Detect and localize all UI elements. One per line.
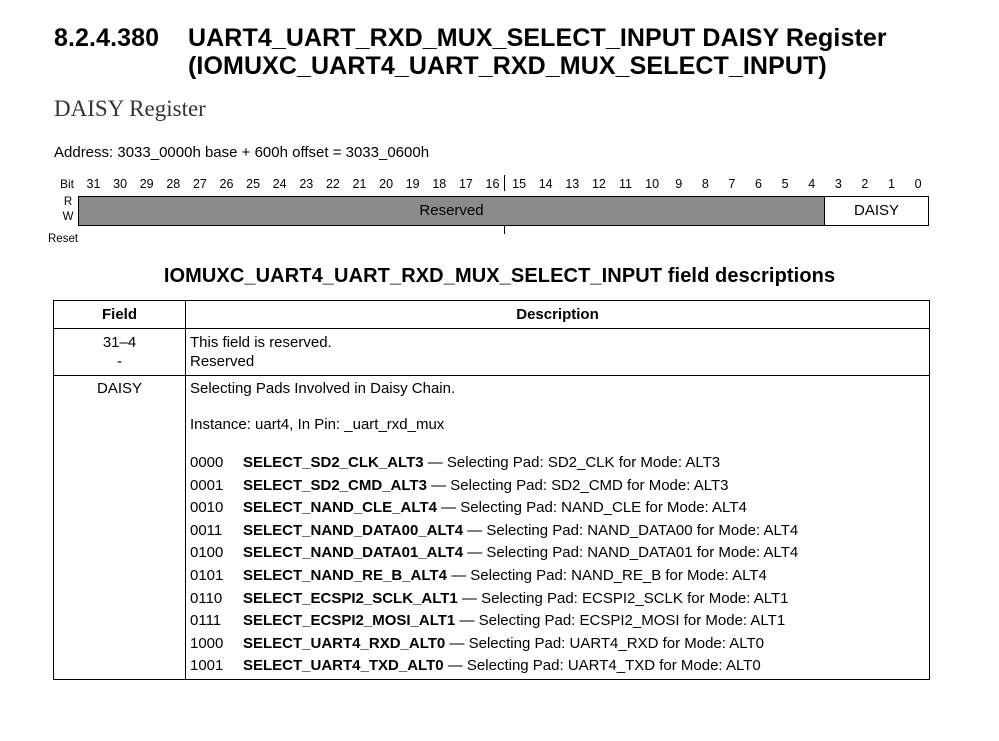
daisy-option	[190, 497, 798, 520]
subtitle: DAISY Register	[54, 96, 206, 121]
bit-number: 25	[246, 177, 261, 191]
bit-number: 18	[432, 177, 447, 191]
bit-number: 16	[485, 177, 500, 191]
bit-number: 12	[591, 177, 606, 191]
option-name: SELECT_SD2_CMD_ALT3	[243, 476, 427, 494]
option-description: — Selecting Pad: SD2_CMD for Mode: ALT3	[426, 476, 729, 494]
option-name: SELECT_NAND_DATA01_ALT4	[243, 544, 464, 562]
bit-number: 21	[352, 177, 367, 191]
rw-labels	[58, 195, 78, 225]
bit-number: 9	[675, 177, 683, 191]
bit-number: 1	[888, 177, 895, 191]
bit-number: 2	[861, 177, 869, 191]
bit-number: 3	[834, 177, 842, 191]
bit-number: 15	[512, 177, 527, 191]
bit-number: 26	[219, 177, 234, 191]
option-description: — Selecting Pad: UART4_RXD for Mode: ALT0	[445, 634, 765, 652]
option-name: SELECT_UART4_RXD_ALT0	[243, 634, 446, 652]
option-description: — Selecting Pad: SD2_CLK for Mode: ALT3	[423, 454, 721, 471]
option-description: — Selecting Pad: NAND_DATA01 for Mode: ALT4	[463, 544, 799, 562]
bit-number: 14	[538, 177, 553, 191]
row-daisy-field: DAISY	[96, 380, 142, 397]
daisy-option	[190, 633, 798, 656]
register-address: Address: 3033_0000h base + 600h offset = 3033_0600h	[54, 144, 430, 161]
row-divider	[54, 375, 929, 376]
bit-number: 29	[139, 177, 154, 191]
bit-number: 8	[701, 177, 709, 191]
register-diagram	[78, 196, 929, 226]
daisy-option	[190, 565, 798, 588]
bit-number: 17	[458, 177, 473, 191]
daisy-option	[190, 475, 798, 498]
option-code: 0010	[190, 499, 224, 517]
option-code: 0110	[190, 589, 223, 607]
bit-number: 6	[755, 177, 762, 191]
bit-label: Bit	[60, 177, 75, 191]
bit-number: 20	[379, 177, 394, 191]
daisy-option	[190, 452, 798, 475]
daisy-option	[190, 655, 798, 678]
bit-number: 30	[113, 177, 128, 191]
option-description: — Selecting Pad: ECSPI2_MOSI for Mode: ALT1	[455, 612, 786, 630]
bit-number: 4	[808, 177, 816, 191]
daisy-option-list	[190, 452, 798, 678]
header-field: Field	[101, 306, 137, 323]
bit-divider	[504, 175, 505, 191]
option-description: — Selecting Pad: NAND_RE_B for Mode: ALT4	[446, 566, 767, 584]
option-name: SELECT_NAND_DATA00_ALT4	[243, 521, 464, 539]
bit-number: 10	[645, 177, 660, 191]
option-description: — Selecting Pad: NAND_CLE for Mode: ALT4	[436, 499, 747, 517]
bit-number: 27	[192, 177, 207, 191]
bit-number: 31	[86, 177, 101, 191]
option-name: SELECT_ECSPI2_MOSI_ALT1	[243, 612, 456, 630]
bit-number: 22	[325, 177, 340, 191]
bit-number: 28	[166, 177, 181, 191]
bit-number: 23	[299, 177, 314, 191]
bit-number: 0	[914, 177, 922, 191]
table-title: IOMUXC_UART4_UART_RXD_MUX_SELECT_INPUT field descriptions	[163, 265, 836, 287]
option-code: 1001	[190, 657, 224, 675]
description-line: Reserved	[190, 353, 255, 370]
bit-number: 7	[728, 177, 736, 191]
field-name: -	[117, 353, 122, 370]
daisy-field: DAISY	[853, 202, 899, 219]
daisy-option	[190, 542, 798, 565]
field-descriptions-table	[53, 300, 930, 680]
option-code: 0011	[190, 521, 223, 539]
option-code: 0000	[190, 454, 224, 471]
section-title-line2: (IOMUXC_UART4_UART_RXD_MUX_SELECT_INPUT)	[188, 52, 827, 80]
row-daisy-instance: Instance: uart4, In Pin: _uart_rxd_mux	[190, 416, 445, 433]
field-bits: 31–4	[102, 334, 137, 351]
option-name: SELECT_ECSPI2_SCLK_ALT1	[243, 589, 458, 607]
option-description: — Selecting Pad: NAND_DATA00 for Mode: ALT4	[463, 521, 799, 539]
option-name: SELECT_SD2_CLK_ALT3	[243, 454, 424, 471]
description-line: This field is reserved.	[190, 334, 332, 351]
row-reserved-field	[54, 333, 185, 371]
option-name: SELECT_UART4_TXD_ALT0	[243, 657, 444, 675]
option-description: — Selecting Pad: UART4_TXD for Mode: ALT0	[443, 657, 761, 675]
bit-number: 5	[781, 177, 789, 191]
option-code: 0101	[190, 566, 224, 584]
bit-number: 13	[565, 177, 580, 191]
bit-number: 24	[272, 177, 287, 191]
section-title-line1: UART4_UART_RXD_MUX_SELECT_INPUT DAISY Register	[188, 24, 887, 52]
option-name: SELECT_NAND_CLE_ALT4	[243, 499, 437, 517]
reserved-field: Reserved	[79, 197, 825, 225]
section-number: 8.2.4.380	[54, 24, 160, 52]
reset-label: Reset	[48, 233, 79, 245]
bit-divider-bottom	[504, 226, 505, 234]
header-description: Description	[516, 306, 599, 323]
option-code: 0100	[190, 544, 224, 562]
daisy-option	[190, 520, 798, 543]
read-label: R	[63, 196, 73, 208]
option-code: 0111	[190, 612, 222, 630]
bit-number: 11	[619, 177, 632, 191]
row-daisy-intro: Selecting Pads Involved in Daisy Chain.	[190, 380, 456, 397]
daisy-option	[190, 588, 798, 611]
option-name: SELECT_NAND_RE_B_ALT4	[243, 566, 447, 584]
write-label: W	[62, 211, 74, 223]
option-code: 1000	[190, 634, 224, 652]
bit-number: 19	[405, 177, 420, 191]
option-description: — Selecting Pad: ECSPI2_SCLK for Mode: ALT1	[457, 589, 789, 607]
row-reserved-description	[190, 333, 332, 371]
daisy-option	[190, 610, 798, 633]
option-code: 0001	[190, 476, 224, 494]
column-divider	[185, 301, 186, 679]
